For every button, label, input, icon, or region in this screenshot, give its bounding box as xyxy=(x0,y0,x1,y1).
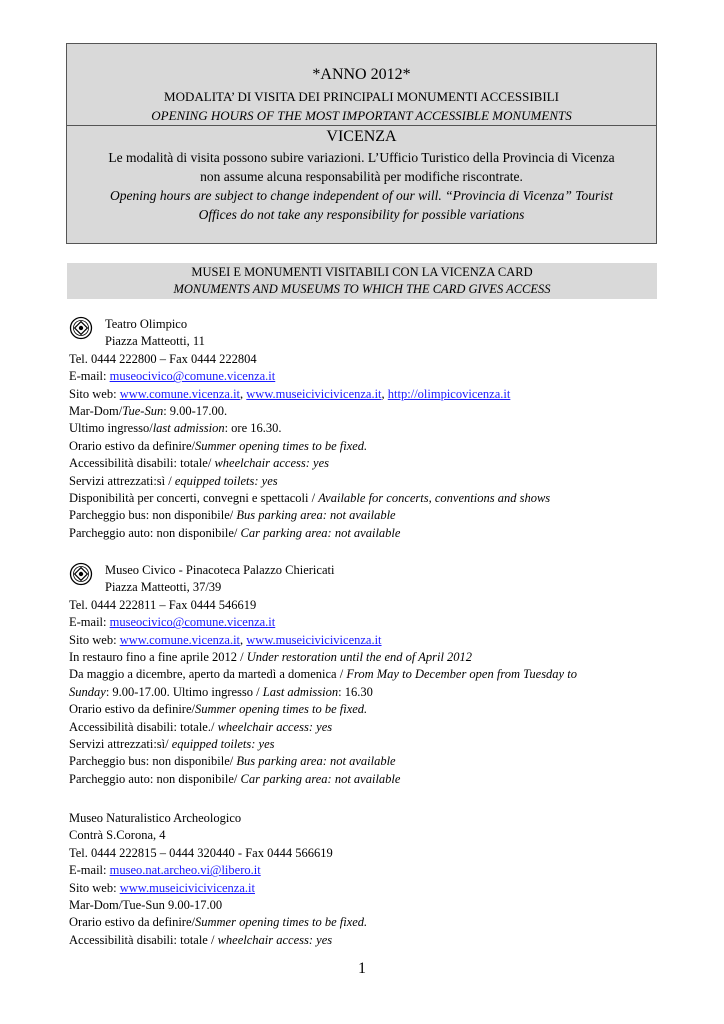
entry-web-line xyxy=(69,880,659,897)
email-label: E-mail: xyxy=(69,369,110,384)
entry-toilets: Servizi attrezzati:sì / equipped toilets: yes xyxy=(69,473,278,488)
web-link-musei[interactable]: www.museicivicivicenza.it xyxy=(246,632,382,647)
entry-address: Contrà S.Corona, 4 xyxy=(69,828,166,843)
entry-car: Parcheggio auto: non disponibile/ Car parking area: not available xyxy=(69,771,401,786)
heritage-emblem-icon xyxy=(69,316,93,340)
entry-name: Teatro Olimpico xyxy=(105,317,188,331)
entry-name: Museo Naturalistico Archeologico xyxy=(69,811,242,825)
email-label: E-mail: xyxy=(69,863,110,878)
page-number: 1 xyxy=(358,960,366,977)
entry-last-admission: Ultimo ingresso/last admission: ore 16.30. xyxy=(69,421,282,436)
header-title-it: MODALITA’ DI VISITA DEI PRINCIPALI MONUMENTI ACCESSIBILI xyxy=(164,89,559,104)
entry-summer: Orario estivo da definire/Summer opening times to be fixed. xyxy=(69,702,368,717)
header-note-en-1: Opening hours are subject to change independent of our will. “Provincia di Vicenza” Tourist xyxy=(110,188,613,203)
entry-summer: Orario estivo da definire/Summer opening times to be fixed. xyxy=(69,438,368,453)
section-title-en: MONUMENTS AND MUSEUMS TO WHICH THE CARD GIVES ACCESS xyxy=(173,282,551,296)
section-title-it: MUSEI E MONUMENTI VISITABILI CON LA VICENZA CARD xyxy=(191,265,533,279)
web-label: Sito web: xyxy=(69,632,120,647)
entry-concerts: Disponibilità per concerti, convegni e spettacoli / Available for concerts, conventions and shows xyxy=(69,491,551,506)
header-note-it-2: non assume alcuna responsabilità per modifiche riscontrate. xyxy=(200,169,523,184)
entry-address: Piazza Matteotti, 37/39 xyxy=(105,580,222,595)
web-link-comune[interactable]: www.comune.vicenza.it xyxy=(119,632,241,647)
email-link[interactable]: museocivico@comune.vicenza.it xyxy=(109,369,276,384)
entry-address: Piazza Matteotti, 11 xyxy=(105,334,205,349)
email-link[interactable]: museocivico@comune.vicenza.it xyxy=(109,615,276,630)
web-link-musei[interactable]: www.museicivicivicenza.it xyxy=(246,386,382,401)
entry-email-line xyxy=(69,614,659,631)
entry-museo-naturalistico xyxy=(69,810,659,949)
entry-car: Parcheggio auto: non disponibile/ Car parking area: not available xyxy=(69,525,401,540)
entry-museo-civico xyxy=(69,562,659,788)
entry-toilets: Servizi attrezzati:sì/ equipped toilets: yes xyxy=(69,737,275,752)
email-label: E-mail: xyxy=(69,615,110,630)
entry-bus: Parcheggio bus: non disponibile/ Bus parking area: not available xyxy=(69,754,396,769)
entry-teatro-olimpico xyxy=(69,316,659,542)
entry-access: Accessibilità disabili: totale / wheelchair access: yes xyxy=(69,932,333,947)
entry-hours: Mar-Dom/Tue-Sun 9.00-17.00 xyxy=(69,898,223,913)
entry-name: Museo Civico - Pinacoteca Palazzo Chiericati xyxy=(105,563,335,577)
web-link-olimpico[interactable]: http://olimpicovicenza.it xyxy=(387,386,511,401)
entry-tel: Tel. 0444 222800 – Fax 0444 222804 xyxy=(69,351,257,366)
heritage-emblem-icon xyxy=(69,562,93,586)
entry-bus: Parcheggio bus: non disponibile/ Bus parking area: not available xyxy=(69,508,396,523)
web-label: Sito web: xyxy=(69,386,120,401)
entry-access: Accessibilità disabili: totale./ wheelchair access: yes xyxy=(69,719,333,734)
entry-summer: Orario estivo da definire/Summer opening times to be fixed. xyxy=(69,915,368,930)
header-box xyxy=(66,43,657,244)
web-link-musei[interactable]: www.museicivicivicenza.it xyxy=(119,880,255,895)
web-link-comune[interactable]: www.comune.vicenza.it xyxy=(119,386,241,401)
entry-hours-1: Da maggio a dicembre, aperto da martedì a domenica / From May to December open from Tuesday to xyxy=(69,667,577,682)
entry-tel: Tel. 0444 222811 – Fax 0444 546619 xyxy=(69,597,257,612)
entry-tel: Tel. 0444 222815 – 0444 320440 - Fax 0444 566619 xyxy=(69,845,333,860)
entry-email-line xyxy=(69,862,659,879)
header-divider xyxy=(67,125,656,126)
entry-hours: Mar-Dom/Tue-Sun: 9.00-17.00. xyxy=(69,404,228,419)
entry-email-line xyxy=(69,368,659,385)
entry-access: Accessibilità disabili: totale/ wheelchair access: yes xyxy=(69,456,329,471)
entry-web-line: Sito web: www.comune.vicenza.it, www.museicivicivicenza.it xyxy=(69,632,382,647)
header-note-it-1: Le modalità di visita possono subire variazioni. L’Ufficio Turistico della Provincia di Vicenza xyxy=(108,150,615,165)
email-link[interactable]: museo.nat.archeo.vi@libero.it xyxy=(109,863,261,878)
web-label: Sito web: xyxy=(69,880,120,895)
header-title-en: OPENING HOURS OF THE MOST IMPORTANT ACCESSIBLE MONUMENTS xyxy=(151,108,572,123)
entry-restoration: In restauro fino a fine aprile 2012 / Under restoration until the end of April 2012 xyxy=(69,650,473,665)
header-note-en-2: Offices do not take any responsibility for possible variations xyxy=(198,207,525,222)
entry-hours-2: Sunday: 9.00-17.00. Ultimo ingresso / Last admission: 16.30 xyxy=(69,684,373,699)
entry-web-line: Sito web: www.comune.vicenza.it, www.museicivicivicenza.it, http://olimpicovicenza.it xyxy=(69,386,511,401)
header-year: *ANNO 2012* xyxy=(312,66,411,83)
section-band xyxy=(67,263,657,299)
header-city: VICENZA xyxy=(326,128,397,145)
